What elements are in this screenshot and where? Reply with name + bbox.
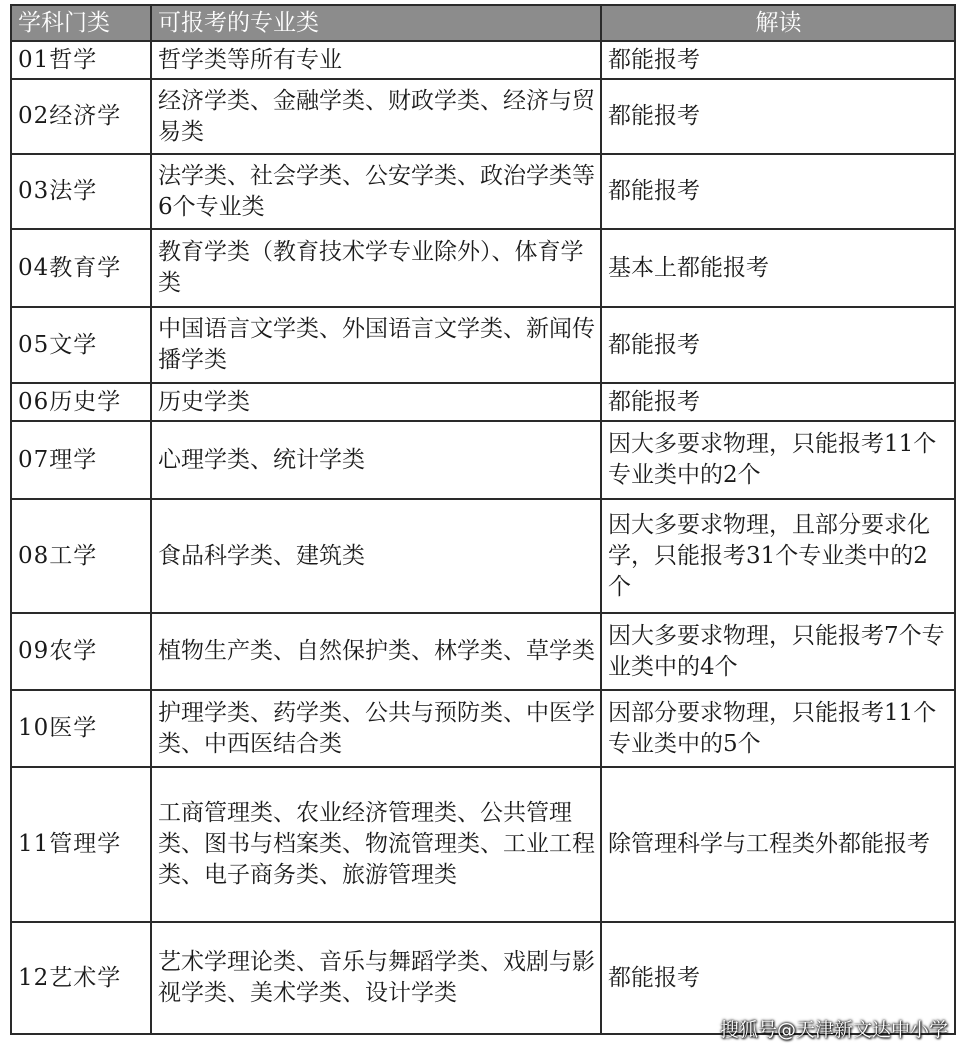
- cell-majors: 法学类、社会学类、公安学类、政治学类等6个专业类: [151, 154, 601, 229]
- cell-majors: 教育学类（教育技术学专业除外）、体育学类: [151, 229, 601, 307]
- cell-note: 因大多要求物理，只能报考7个专业类中的4个: [601, 613, 955, 690]
- table-row: [11, 307, 955, 383]
- table-row: [11, 613, 955, 690]
- header-row: [11, 5, 955, 41]
- cell-category: 03法学: [11, 154, 151, 229]
- cell-category: 02经济学: [11, 79, 151, 154]
- table-row: [11, 79, 955, 154]
- cell-majors: 食品科学类、建筑类: [151, 499, 601, 613]
- cell-category: 08工学: [11, 499, 151, 613]
- cell-majors: 中国语言文学类、外国语言文学类、新闻传播学类: [151, 307, 601, 383]
- cell-majors: 哲学类等所有专业: [151, 41, 601, 79]
- cell-category: 07理学: [11, 421, 151, 499]
- cell-category: 01哲学: [11, 41, 151, 79]
- table-body: [11, 41, 955, 1034]
- header-majors: 可报考的专业类: [151, 5, 601, 41]
- cell-category: 06历史学: [11, 383, 151, 421]
- cell-note: 因大多要求物理，只能报考11个专业类中的2个: [601, 421, 955, 499]
- cell-note: 都能报考: [601, 307, 955, 383]
- table-row: [11, 499, 955, 613]
- majors-table: [10, 4, 956, 1035]
- cell-category: 12艺术学: [11, 922, 151, 1034]
- cell-note: 基本上都能报考: [601, 229, 955, 307]
- cell-note: 都能报考: [601, 79, 955, 154]
- cell-majors: 历史学类: [151, 383, 601, 421]
- cell-majors: 心理学类、统计学类: [151, 421, 601, 499]
- table-row: [11, 229, 955, 307]
- watermark: 搜狐号@天津新文达中小学: [719, 1019, 948, 1041]
- table-row: [11, 383, 955, 421]
- cell-note: 都能报考: [601, 41, 955, 79]
- cell-majors: 经济学类、金融学类、财政学类、经济与贸易类: [151, 79, 601, 154]
- cell-category: 04教育学: [11, 229, 151, 307]
- cell-majors: 护理学类、药学类、公共与预防类、中医学类、中西医结合类: [151, 690, 601, 767]
- table-row: [11, 767, 955, 922]
- table-row: [11, 690, 955, 767]
- cell-note: 除管理科学与工程类外都能报考: [601, 767, 955, 922]
- cell-category: 09农学: [11, 613, 151, 690]
- header-note: 解读: [601, 5, 955, 41]
- cell-category: 10医学: [11, 690, 151, 767]
- cell-note: 因大多要求物理，且部分要求化学，只能报考31个专业类中的2个: [601, 499, 955, 613]
- header-category: 学科门类: [11, 5, 151, 41]
- cell-category: 05文学: [11, 307, 151, 383]
- cell-majors: 艺术学理论类、音乐与舞蹈学类、戏剧与影视学类、美术学类、设计学类: [151, 922, 601, 1034]
- table-header: [11, 5, 955, 41]
- cell-note: 都能报考: [601, 922, 955, 1034]
- table-row: [11, 421, 955, 499]
- cell-category: 11管理学: [11, 767, 151, 922]
- cell-majors: 工商管理类、农业经济管理类、公共管理类、图书与档案类、物流管理类、工业工程类、电子商务类、旅游管理类: [151, 767, 601, 922]
- table-row: [11, 154, 955, 229]
- cell-majors: 植物生产类、自然保护类、林学类、草学类: [151, 613, 601, 690]
- cell-note: 都能报考: [601, 154, 955, 229]
- cell-note: 因部分要求物理，只能报考11个专业类中的5个: [601, 690, 955, 767]
- cell-note: 都能报考: [601, 383, 955, 421]
- table-row: [11, 41, 955, 79]
